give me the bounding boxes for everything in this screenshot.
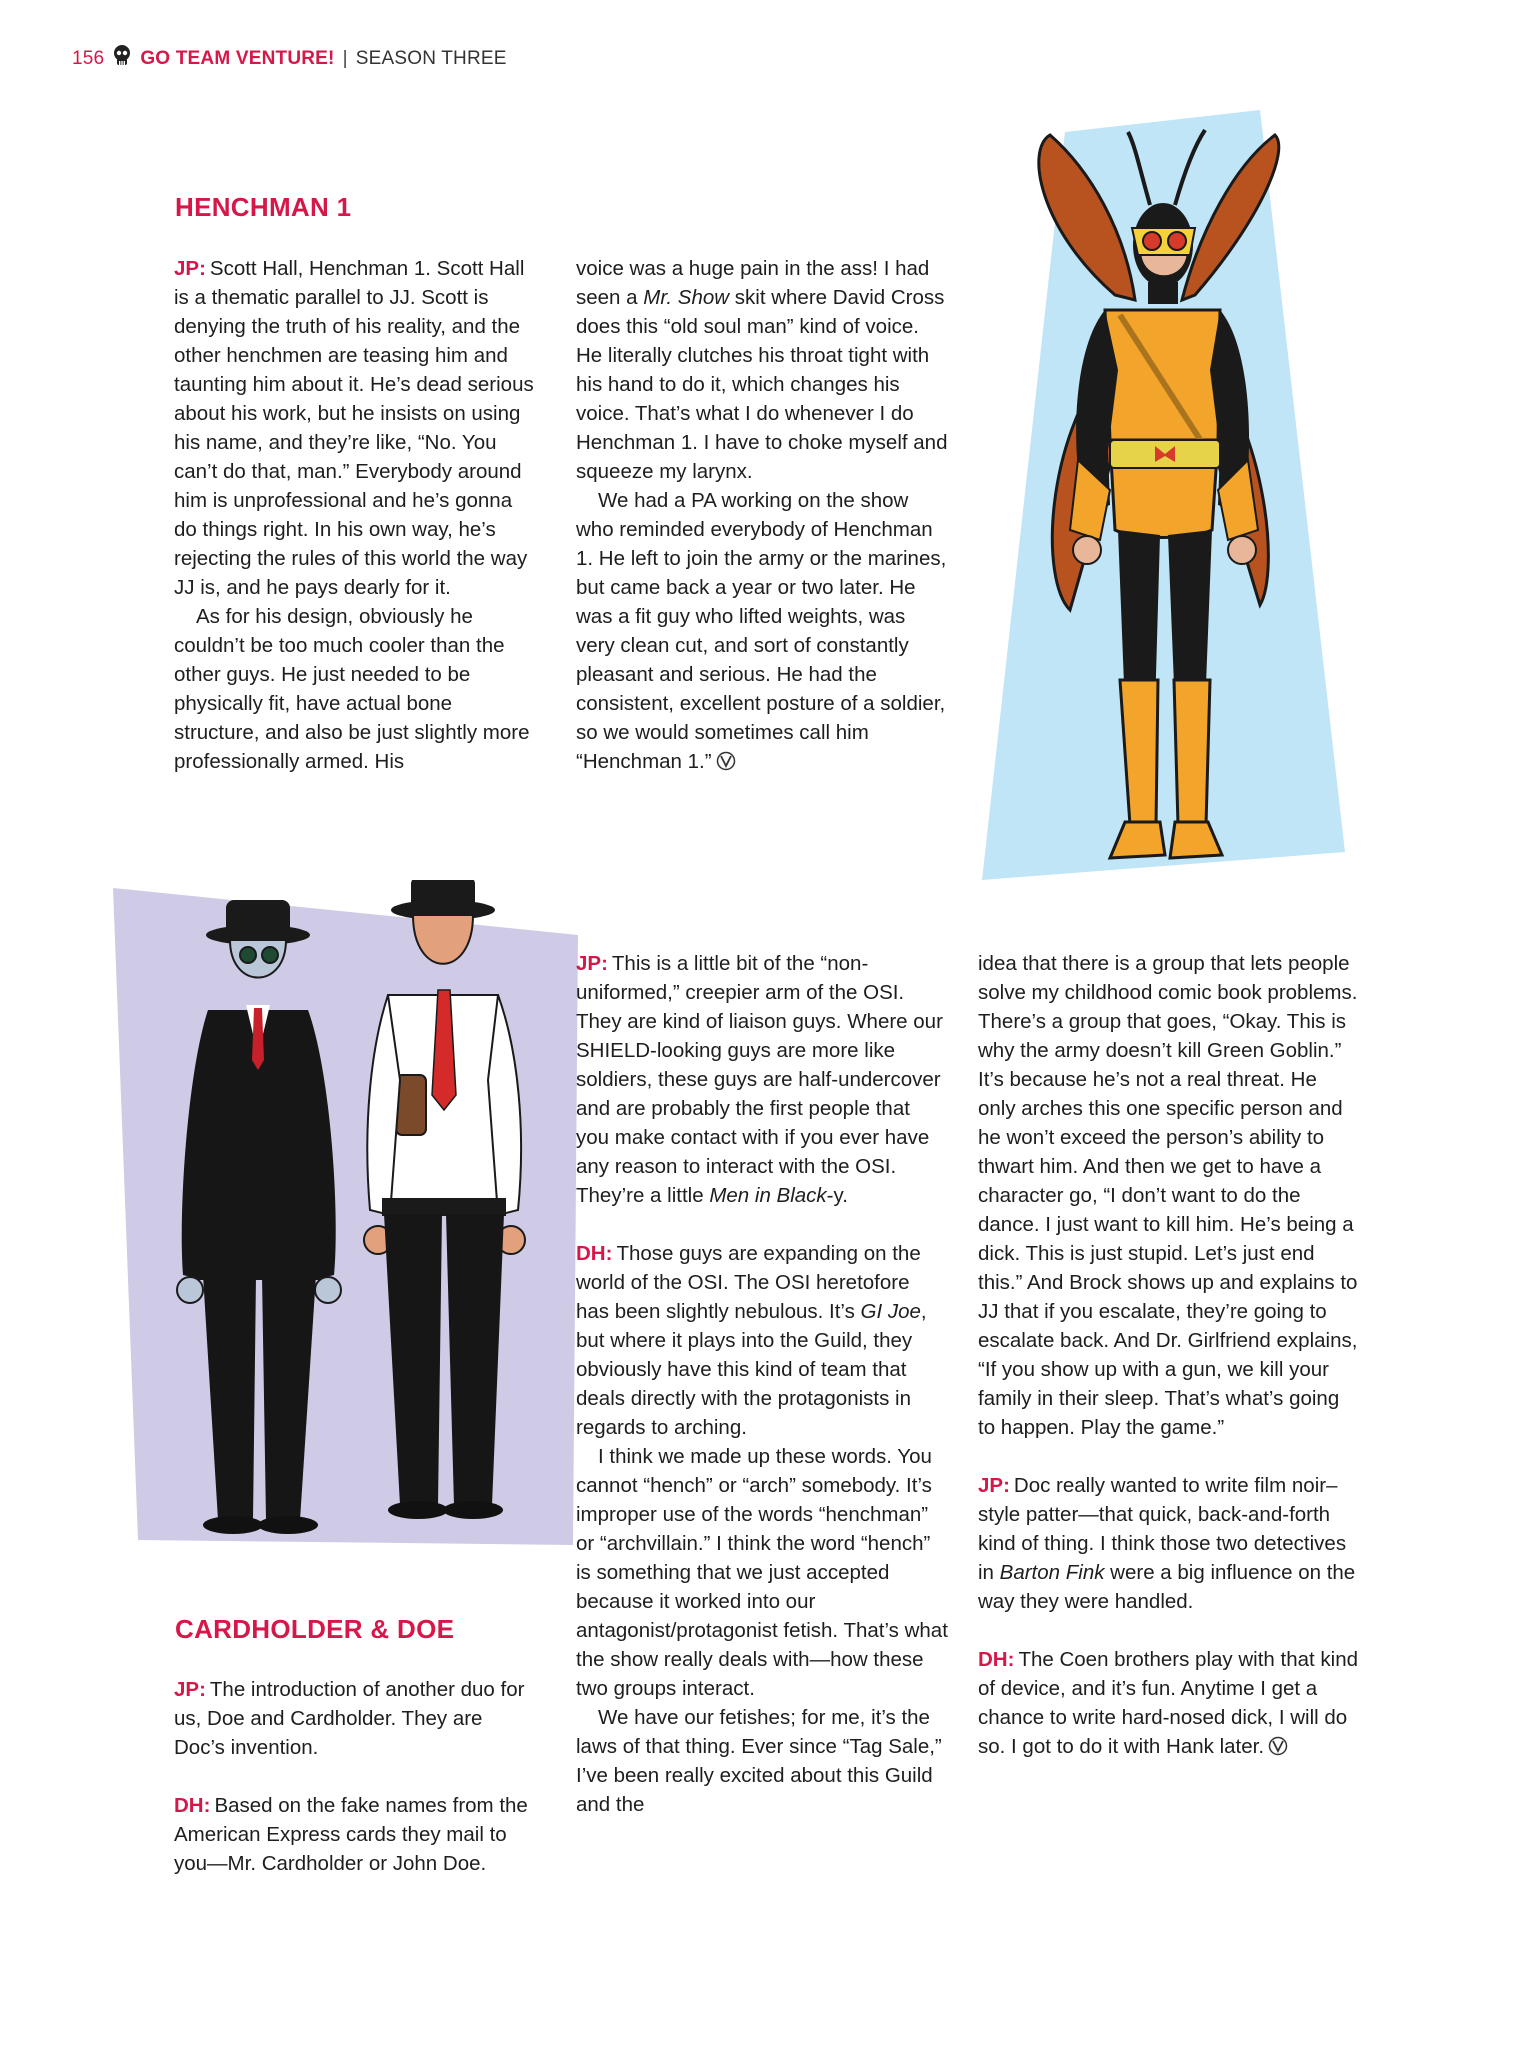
- paragraph: [174, 1675, 539, 1762]
- cardholder-column-1: [174, 1675, 539, 1878]
- henchman-column-1: [174, 254, 539, 776]
- speaker-label: DH:: [978, 1648, 1015, 1671]
- henchman-1-illustration: [960, 110, 1360, 900]
- tunic: [1105, 310, 1220, 440]
- paragraph-text: This is a little bit of the “non-uniformed,” creepier arm of the OSI. They are kind of liaison guys. Where our SHIELD-looking guys are more like soldiers, these guys are half-undercover and are probably the first people that you make contact with if you ever have any reason to interact with the OSI. They’re a little: [576, 952, 943, 1207]
- speaker-label: JP:: [174, 1678, 206, 1701]
- paragraph: [978, 1471, 1358, 1616]
- paragraph-text: skit where David Cross does this “old soul man” kind of voice. He literally clutches his throat tight with his hand to do it, which changes his voice. That’s what I do whenever I do Henchman 1. I have to choke myself and squeeze my larynx.: [576, 286, 948, 483]
- running-header: [72, 44, 507, 74]
- venture-logo-icon: [1268, 1736, 1288, 1756]
- speaker-label: DH:: [174, 1794, 211, 1817]
- paragraph-text: -y.: [826, 1184, 848, 1207]
- italic-title: Barton Fink: [999, 1561, 1105, 1584]
- paragraph-text: Those guys are expanding on the world of the OSI. The OSI heretofore has been slightly nebulous. It’s: [576, 1242, 921, 1323]
- speaker-label: JP:: [576, 952, 608, 975]
- book-title: GO TEAM VENTURE!: [140, 48, 335, 69]
- paragraph-text: The introduction of another duo for us, Doe and Cardholder. They are Doc’s invention.: [174, 1678, 525, 1759]
- cardholder-doe-illustration: [108, 880, 583, 1560]
- page-number: 156: [72, 48, 105, 69]
- paragraph: I think we made up these words. You cannot “hench” or “arch” somebody. It’s improper use of the words “henchman” or “archvillain.” I think the word “hench” is something that we just accepted because it worked into our antagonist/protagonist fetish. That’s what the show really deals with—how these two groups interact.: [576, 1445, 948, 1700]
- paragraph-text: Doc really wanted to write film noir–style patter—that quick, back-and-forth kind of thing. I think those two detectives in: [978, 1474, 1347, 1584]
- henchman-heading: HENCHMAN 1: [175, 192, 352, 222]
- paragraph-text: The Coen brothers play with that kind of device, and it’s fun. Anytime I get a chance to write hard-nosed dick, I will do so. I got to do it with Hank later.: [978, 1648, 1359, 1758]
- paragraph: [576, 486, 948, 776]
- italic-title: Men in Black: [709, 1184, 827, 1207]
- paragraph: [576, 254, 948, 486]
- italic-title: GI Joe: [860, 1300, 921, 1323]
- paragraph-text: were a big influence on the way they were handled.: [978, 1561, 1356, 1613]
- paragraph-text: We had a PA working on the show who reminded everybody of Henchman 1. He left to join the army or the marines, but came back a year or two later. He was a fit guy who lifted weights, was very clean cut, and sort of constantly pleasant and serious. He had the consistent, excellent posture of a soldier, so we would sometimes call him “Henchman 1.”: [576, 489, 947, 773]
- header-separator: |: [342, 48, 348, 69]
- section-title: SEASON THREE: [355, 48, 507, 69]
- paragraph: [576, 1239, 948, 1442]
- cardholder-column-2: [576, 949, 948, 1819]
- henchman-column-2: [576, 254, 948, 776]
- paragraph: We have our fetishes; for me, it’s the laws of that thing. Ever since “Tag Sale,” I’ve been really excited about this Guild and the: [576, 1706, 942, 1816]
- skull-icon: [112, 44, 132, 74]
- paragraph-text: , but where it plays into the Guild, they obviously have this kind of team that deals directly with the protagonists in regards to arching.: [576, 1300, 927, 1439]
- paragraph-text: Scott Hall, Henchman 1. Scott Hall is a thematic parallel to JJ. Scott is denying the truth of his reality, and the other henchmen are teasing him and taunting him about it. He’s dead serious about his work, but he insists on using his name, and they’re like, “No. You can’t do that, man.” Everybody around him is unprofessional and he’s gonna do things right. In his own way, he’s rejecting the rules of this world the way JJ is, and he pays dearly for it.: [174, 257, 534, 599]
- paragraph: [174, 254, 539, 602]
- paragraph: As for his design, obviously he couldn’t be too much cooler than the other guys. He just needed to be physically fit, have actual bone structure, and also be just slightly more professionally armed. His: [174, 605, 530, 773]
- paragraph: [978, 1645, 1358, 1761]
- cardholder-column-3: [978, 949, 1358, 1761]
- paragraph: idea that there is a group that lets people solve my childhood comic book problems. There’s a group that goes, “Okay. This is why the army doesn’t kill Green Goblin.” It’s because he’s not a real threat. He only arches this one specific person and he won’t exceed the person’s ability to thwart him. And then we get to have a character go, “I don’t want to do the dance. I just want to kill him. He’s being a dick. This is just stupid. Let’s just end this.” And Brock shows up and explains to JJ that if you escalate, they’re going to escalate back. And Dr. Girlfriend explains, “If you show up with a gun, we kill your family in their sleep. That’s what’s going to happen. Play the game.”: [978, 952, 1358, 1439]
- venture-logo-icon: [716, 751, 736, 771]
- speaker-label: JP:: [174, 257, 206, 280]
- paragraph-text: Based on the fake names from the American Express cards they mail to you—Mr. Cardholder or John Doe.: [174, 1794, 528, 1875]
- speaker-label: JP:: [978, 1474, 1010, 1497]
- paragraph: [174, 1791, 539, 1878]
- cardholder-doe-heading: CARDHOLDER & DOE: [175, 1614, 455, 1644]
- paragraph-text: voice was a huge pain in the ass! I had seen a: [576, 257, 930, 309]
- paragraph: [576, 949, 948, 1210]
- speaker-label: DH:: [576, 1242, 613, 1265]
- italic-title: Mr. Show: [643, 286, 730, 309]
